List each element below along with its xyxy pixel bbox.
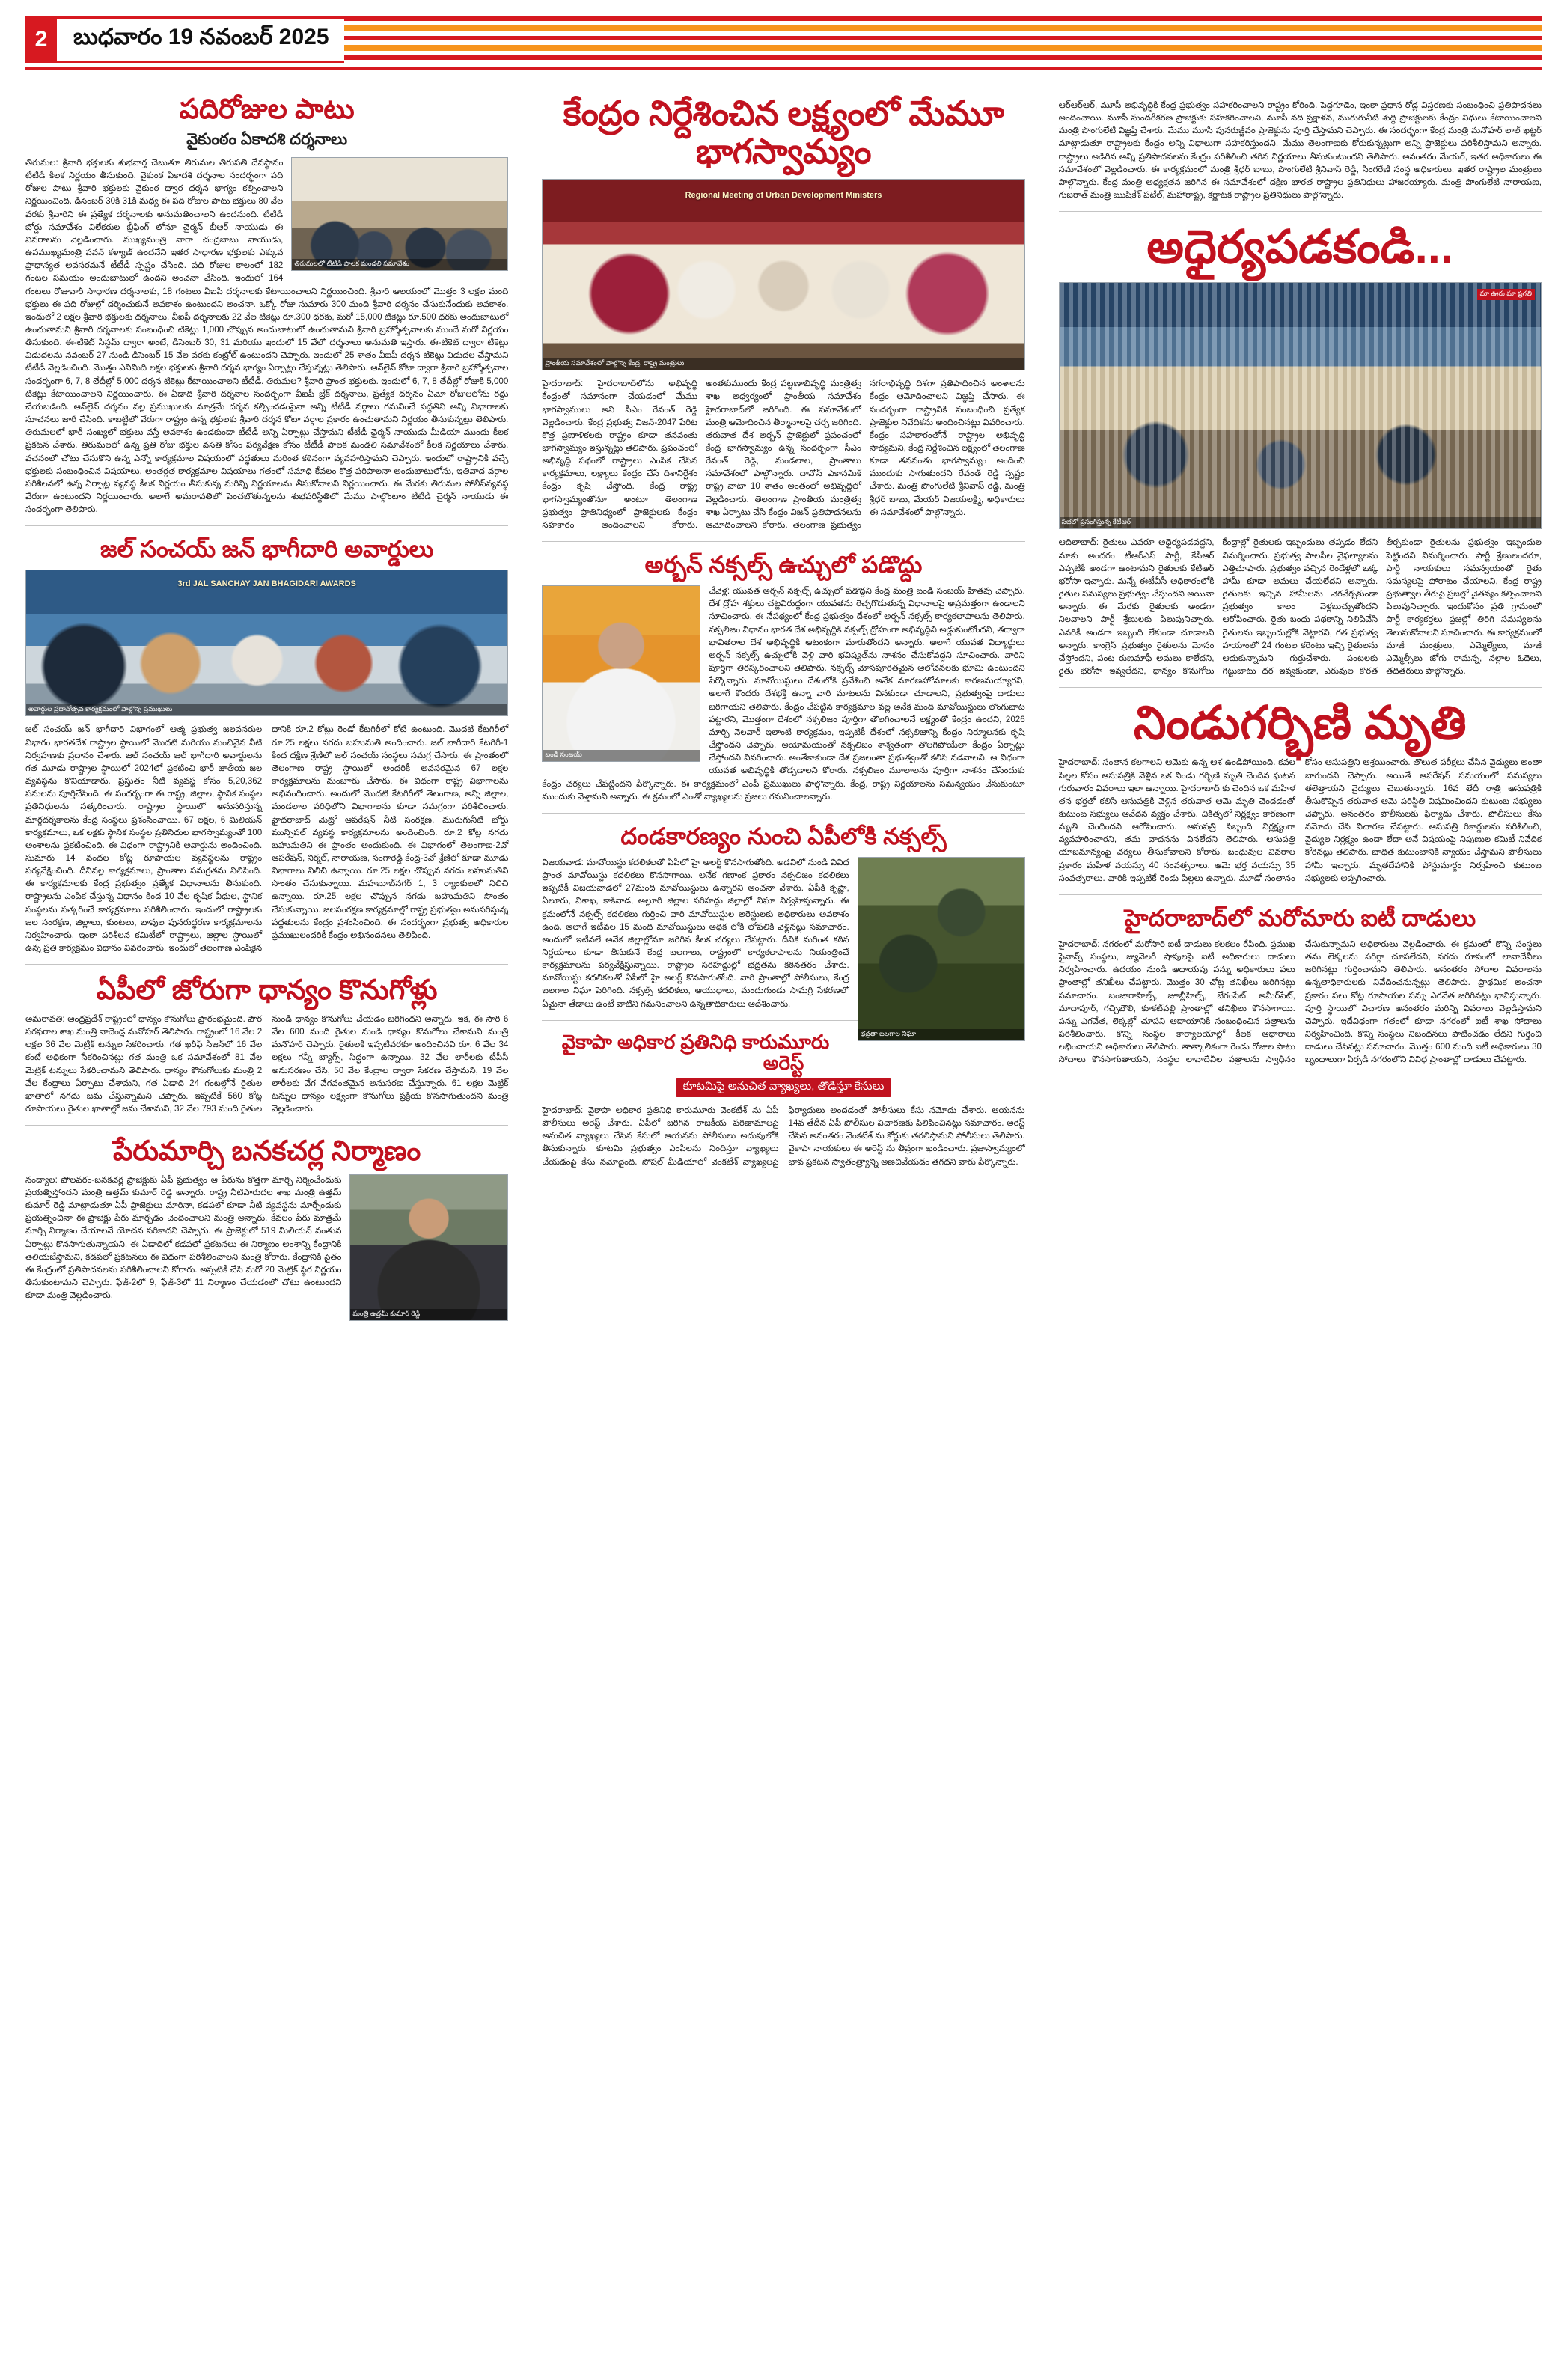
photo-caption-forces: భద్రతా బలగాల నిఘా	[858, 1029, 1024, 1040]
article-urban-naxals	[542, 552, 1024, 803]
photo-public-meeting-crowd	[1059, 282, 1542, 529]
body-ycp-arrest: హైదరాబాద్: వైకాపా అధికార ప్రతినిధి కారుమూరు వెంకటేశ్ ను ఏపీ పోలీసులు అరెస్ట్ చేశారు. ఏపీలో జరిగిన రాజకీయ పరిణామాలపై అనుచిత వ్యాఖ్యలు చేసిన కేసులో ఆయనను పోలీసులు అదుపులోకి తీసుకున్నారు. కూటమి ప్రభుత్వం ఎంపీలను నిందిస్తూ వ్యాఖ్యలు చేయడంపై కేసు నమోదైంది. సోషల్ మీడియాలో వెంకటేశ్ వ్యాఖ్యలపై ఫిర్యాదులు అందడంతో పోలీసులు కేసు నమోదు చేశారు. ఆయనను 14వ తేదీన ఏపీ పోలీసుల విచారణకు పిలిపించినట్లు సమాచారం. అరెస్ట్ చేసిన అనంతరం వెంకటేశ్ ను కోర్టుకు తరలిస్తామని పోలీసులు తెలిపారు. వైకాపా నాయకులు ఈ అరెస్ట్ ను తీవ్రంగా ఖండించారు. ప్రజాస్వామ్యంలో భావ ప్రకటన స్వాతంత్ర్యాన్ని అణచివేయడం తగదని వారు పేర్కొన్నారు.	[542, 1105, 1025, 1167]
body-jal-sanchay: జల్ సంచయ్ జన్ భాగీదారి విభాగంలో ఆత్మ ప్రభుత్వ జలవనరుల విభాగం భారతదేశ రాష్ట్రాల స్థాయిలో మొదటి మరియు మంచివైన నీటి నిర్వహణకు ప్రదానం చేశారు. జల్ సంచయ్ జల్ భాగీదారి అవార్డులను గత మూడు రాష్ట్రాల స్థాయిలో 2024లో ప్రకటించి భారీ జాతీయ జల వ్యవస్థను కొనియాడారు. ప్రస్తుతం నీటి వ్యవస్థ కోసం 5,20,362 పనులను పూర్తిచేసింది. ఈ సందర్భంగా ఈ రాష్ట్ర, జిల్లాల, స్థానిక సంస్థల ప్రతినిధులను సత్కరించారు. రాష్ట్రాల స్థాయిలో అనుసరిస్తున్న మార్గదర్శకాలను కేంద్ర సంస్థలు ప్రశంసించాయి. 67 లక్షల, 6 మిలియన్ కార్యక్రమాలు, ఒక లక్షకు స్థానిక సంస్థల ప్రతినిధుల భాగస్వామ్యంతో 100 అంశాలను ప్రకటించింది. ఈ విధంగా రాష్ట్రానికి అవార్డును అందించింది. సుమారు 14 వందల కోట్ల రూపాయల వ్యవస్థలను రాష్ట్రం పర్యవేక్షించింది. దీనివల్ల కార్యక్రమాలు, ప్రాంతాల సమగ్రతను నిలిపింది. ఈ కార్యక్రమాలకు కేంద్ర ప్రభుత్వం ప్రత్యేక విధానాలను తీసుకుంది. రాష్ట్రాలను ఎంపిక చేస్తున్న విధానం కింద 10 వేల కృషిక వీధుల, స్థానిక సంస్థలను సత్కరించే కార్యక్రమాలు పరిశీలించారు. ఇందులో రాష్ట్రాలకు జల సంరక్షణ, జిల్లాలు, కుంటలు, బావుల పునరుద్ధరణ కార్యక్రమాలను నిర్వహించారు. ఇంకా పరిశీలన కమిటీలో రాష్ట్రాలు, జిల్లాల స్థాయిలో ఉన్న ప్రతి కార్యక్రమం విధానం వివరించారు. ఇందులో తెలంగాణ ఎంపికైన దానికి రూ.2 కోట్లు రెండో కేటగిరీలో కోటి ఉంటుంది. మొదటి కేటగిరీలో రూ.25 లక్షలు నగదు బహుమతి అందించారు. జల్ భాగీదారి కేటగిరీ-1 కింద దక్షిణ శ్రేణిలో జల్ సంచయ్ సంస్థలు సమగ్ర చేసారు. ఈ ప్రాంతంలో తెలంగాణ రాష్ట్ర స్థాయిలో అందరికీ అవసరమైన 67 లక్షల కార్యక్రమాలను మంజూరు చేసారు. ఈ విధంగా రాష్ట్ర విభాగాలను అభినందించారు. అందులో మొదటి కేటగిరీలో తెలంగాణ, అన్ని జిల్లాల, మండలాల పరిధిలోని విభాగాలను కూడా సమగ్రంగా పరిశీలించారు. హైదరాబాద్ మెట్రో ఆపరేషన్ నీటి సంరక్షణ, మురుగునీటి బోర్డు మున్సిపల్ వ్యవస్థ కార్యక్రమాలను అందించింది. రూ.2 కోట్ల నగదు బహుమతిని ఈ ప్రాంతం అందుకుంది. ఈ విభాగంలో తెలంగాణ-2వో ఆపరేషన్, నిర్మల్, నారాయణ, సంగారెడ్డి కేంద్ర-3వో శ్రేణిలో కూడా మూడు విభాగాలు నిలిచి ఉన్నాయి. రూ.25 లక్షల చొప్పున నగదు బహుమతిని సొంతం చేసుకున్నాయి. మహబూబ్‌నగర్ 1, 3 ర్యాంకులలో నిలిచి ఉన్నాయి. రూ.25 లక్షల చొప్పున నగదు బహుమతిని సొంతం చేసుకున్నాయి. జలసంరక్షణ కార్యక్రమాల్లో రాష్ట్ర ప్రభుత్వం అనుసరిస్తున్న పద్ధతులను కేంద్రం ప్రశంసించింది. ఈ సందర్భంగా ప్రభుత్వ అధికారుల ప్రముఖులందరికీ కేంద్రం అభినందనలు తెలిపింది.	[25, 724, 509, 953]
photo-caption-urban: ప్రాంతీయ సమావేశంలో పాల్గొన్న కేంద్ర, రాష్ట్ర మంత్రులు	[543, 358, 1024, 370]
kicker-ycp-arrest: కూటమిపై అనుచిత వ్యాఖ్యలు, తొడిస్తూ కేసులు	[676, 1078, 892, 1097]
photo-ttd-board-meeting	[291, 157, 508, 271]
divider	[25, 964, 508, 965]
divider	[1059, 211, 1542, 212]
body-paddy: అమరావతి: ఆంధ్రప్రదేశ్ రాష్ట్రంలో ధాన్యం కొనుగోలు ప్రారంభమైంది. పౌర సరఫరాల శాఖ మంత్రి నాదెండ్ల మనోహర్ తెలిపారు. రాష్ట్రంలో 16 వేల 2 లక్షల 36 వేల మెట్రిక్ టన్నుల సేకరించారు. గత ఖరీఫ్ సీజన్‌లో 16 వేల కంటే అధికంగా సేకరించినట్లు గత మంత్రి ఒక సమావేశంలో 81 వేల మెట్రిక్ టన్నులు సేకరించామని తెలిపారు. ధాన్యం కొనుగోలుకు మంత్రి 2 వేల కేంద్రాలు ఏర్పాటు చేశామని, గత ఏడాది 24 గంటల్లోనే రైతుల ఖాతాలో నగదు జమ చేస్తున్నామని చెప్పారు. ఇప్పటికే 560 కోట్ల రూపాయలు రైతుల ఖాతాల్లో జమ చేశామని, 32 వేల 793 మంది రైతుల నుండి ధాన్యం కొనుగోలు చేయడం జరిగిందని అన్నారు. ఇక, ఈ సారి 6 వేల 600 మంది రైతుల నుండి ధాన్యం కొనుగోలు చేశామని మంత్రి మనోహర్ చెప్పారు. రైతులకి ఇప్పటివరకూ అందించినవి రూ. 6 వేల 34 లక్షలు గన్నీ బ్యాగ్స్, సిద్ధంగా ఉన్నాయి. 32 వేల లారీలకు టీపీసీ అనుసరణం చేసి, 50 వేల కేంద్రాల ద్వారా సేకరణ చేస్తామని, 19 వేల లారీలకు వేగ వేగవంతమైన అనుసరణ చేస్తున్నారు. 61 లక్షల మెట్రిక్ టన్నుల ధాన్యం లక్ష్యంగా కొనుగోలు ప్రక్రియ కొనసాగుతుందని మంత్రి వెల్లడించారు.	[25, 1013, 509, 1114]
photo-caption-uttam: మంత్రి ఉత్తమ్ కుమార్ రెడ్డి	[350, 1309, 507, 1320]
headline-urban-naxals: అర్బన్ నక్సల్స్ ఉచ్చులో పడొద్దు	[644, 552, 923, 579]
divider	[542, 813, 1024, 814]
article-tirumala-darshan	[25, 94, 508, 516]
column-middle	[542, 94, 1024, 2367]
subhead-tirumala: వైకుంఠం ఏకాదశి దర్శనాలు	[186, 130, 348, 148]
body-it-raids: హైదరాబాద్: నగరంలో మరోసారి ఐటీ దాడులు కలకలం రేపింది. ప్రముఖ ఫైనాన్స్ సంస్థలు, జ్యువెలరీ షాపులపై ఐటీ అధికారులు దాడులు నిర్వహించారు. ఉదయం నుండి ఆదాయపు పన్ను అధికారులు పలు ప్రాంతాల్లో తనిఖీలు చేపట్టారు. మొత్తం 30 చోట్ల తనిఖీలు జరిగినట్లు సమాచారం. బంజారాహిల్స్, జూబ్లీహిల్స్, బేగంపేట్, అమీర్‌పేట్, మాదాపూర్, గచ్చిబౌలి, కూకట్‌పల్లి ప్రాంతాల్లో తనిఖీలు కొనసాగాయి. పన్ను ఎగవేత, లెక్కల్లో చూపని ఆదాయానికి సంబంధించిన పత్రాలను పరిశీలించారు. కొన్ని సంస్థల కార్యాలయాల్లో కీలక ఆధారాలు లభించాయని అధికారులు తెలిపారు. తాత్కాలికంగా రెండు రోజుల పాటు సోదాలు కొనసాగుతాయని, సంస్థల లావాదేవీల పత్రాలను స్వాధీనం చేసుకున్నామని అధికారులు వెల్లడించారు. ఈ క్రమంలో కొన్ని సంస్థలు తమ లెక్కలను సరిగ్గా చూపలేదని, నగదు రూపంలో లావాదేవీలు జరిగినట్లు గుర్తించామని తెలిపారు. అనంతరం సోదాల వివరాలను ఉన్నతాధికారులకు నివేదించనున్నట్లు తెలిపారు. ప్రాథమిక అంచనా ప్రకారం పలు కోట్ల రూపాయల పన్ను ఎగవేత జరిగినట్లు భావిస్తున్నారు. పూర్తి స్థాయిలో విచారణ అనంతరం మరిన్ని వివరాలు వెల్లడిస్తామని చెప్పారు. ఇదేవిధంగా గతంలో కూడా నగరంలో ఐటీ శాఖ సోదాలు నిర్వహించింది. కొన్ని సంస్థలు నిబంధనలు పాటించడం లేదని గుర్తించి దాడులు చేసినట్లు సమాచారం. మొత్తం 600 మంది ఐటీ అధికారులు 30 బృందాలుగా ఏర్పడి నగరంలోని వివిధ ప్రాంతాల్లో దాడులు చేపట్టారు.	[1058, 939, 1542, 1065]
photo-caption-ktr: సభలో ప్రసంగిస్తున్న కేటీఆర్	[1060, 517, 1541, 528]
photo-security-forces	[858, 857, 1025, 1041]
body-urban-dev-continued: ఆర్‌ఆర్‌ఆర్, మూసీ అభివృద్ధికి కేంద్ర ప్రభుత్వం సహకరించాలని రాష్ట్రం కోరింది. పెద్దగూడెం, ఇంకా ప్రధాన రోడ్ల విస్తరణకు సంబంధించి ప్రతిపాదనలు అందించాయి. మూసీ సుందరీకరణ ప్రాజెక్టుకు సహకరించాలని, మూసీ నది ప్రక్షాళన, మురుగునీటి శుద్ధి ప్రాజెక్టులకు కేంద్రం నిధులు కేటాయించాలని మంత్రి పొంగులేటి విజ్ఞప్తి చేశారు. మేము మూసీ పునరుజ్జీవం ప్రాజెక్టును పూర్తి చేస్తామని చెప్పారు. ఈ సందర్భంగా కేంద్ర మంత్రి మనోహర్ లాల్ ఖట్టర్ మాట్లాడుతూ రాష్ట్రాలకు కేంద్రం అన్ని విధాలుగా సహకరిస్తుందని, మేము తెలంగాణకు కోరుకున్నట్లుగా అన్ని ప్రాజెక్టులు పరిశీలిస్తామని అన్నారు. రాష్ట్రాలు అడిగిన అన్ని ప్రతిపాదనలను కేంద్రం పరిశీలించి తగిన నిర్ణయాలు తీసుకుంటుందని తెలిపారు. అనంతరం మేయర్, ఇతర అధికారులు ఈ సమావేశంలో వెల్లడించారు. ఈ కార్యక్రమంలో మంత్రి శ్రీధర్ బాబు, పొంగులేటి శ్రీనివాస్ రెడ్డి, సింగరేణి సంస్థ అధికారులు, ఇతర రాష్ట్రాల మంత్రులు పాల్గొన్నారు. కేంద్ర మంత్రి అధ్యక్షతన జరిగిన ఈ సమావేశంలో దక్షిణ భారత రాష్ట్రాల ప్రతినిధులు హాజరయ్యారు. మంత్రి పొంగులేటి నారాయణ, గుజరాత్ మంత్రి ఋషికేశ్ పటేల్, మహారాష్ట్ర, కర్ణాటక రాష్ట్రాల ప్రతినిధులు పాల్గొన్నారు.	[1058, 100, 1542, 201]
body-naxals-ap: విజయవాడ: మావోయిస్టు కదలికలతో ఏపీలో హై అలర్ట్ కొనసాగుతోంది. అడవిలో నుండి వివిధ ప్రాంత మావోయిస్టు కదలికలు కొనసాగాయి. అనేక గణాంక ప్రకారం నక్సలిజం కదలికలు ఇప్పటికీ విజయవాడలో 27మంది మావోయిస్టులు ఉన్నారని అంచనా వేశారు. ఏపీకి కృష్ణా, ఏలూరు, విశాఖ, కాకినాడ, అల్లూరి జిల్లాల సరిహద్దు జిల్లాల్లో నిఘా నిర్వహిస్తున్నారు. ఈ క్రమంలోనే నక్సల్స్ కదలికలు గుర్తించి వారి మావోయిస్టుల అరెస్టులకు అధికారులు అవకాశం ఉంది. అలాగే ఇటీవల 15 మంది మావోయిస్టులు అధిక లోకి లోపలికి వెళ్లినట్లు సమాచారం. అందులో ఇటీవలే అనేక జిల్లాల్లోనూ జరిగిన కీలక చర్యలు చేపట్టారు. దీనికి మరింత కఠిన నిర్ణయాలు కూడా తీసుకునే కేంద్ర బలగాలు, రాష్ట్రంలో కార్యకలాపాలను నియంత్రించే కార్యక్రమాలను పర్యవేక్షిస్తున్నాయి. రాష్ట్రాల సరిహద్దుల్లో భద్రతను కఠినతరం చేశారు. మావోయిస్టు కదలికలతో ఏపీలో హై అలర్ట్ కొనసాగుతోంది. వారి ప్రాంతాల్లో పోలీసులు, కేంద్ర బలగాల నిఘా పెరిగింది. నక్సల్స్ కదలికలు, ఆయుధాలు, మందుగుండు సామగ్రి సేకరణలో ఏమైనా తేడాలు ఉంటే వాటిని గమనించాలని ఉన్నతాధికారులు ఆదేశించారు.	[542, 857, 849, 1009]
article-jal-sanchay-awards	[25, 537, 508, 954]
photo-badge-brs: మా ఊరు మా ప్రగతి	[1477, 289, 1535, 300]
column-left	[25, 94, 508, 2367]
masthead-date: బుధవారం 19 నవంబర్ 2025	[57, 16, 344, 63]
kicker-wrap	[542, 1074, 1024, 1097]
photo-caption-awards: అవార్డుల ప్రదానోత్సవ కార్యక్రమంలో పాల్గొన్న ప్రముఖులు	[26, 704, 507, 715]
photo-caption-bandi: బండి సంజయ్	[543, 750, 700, 761]
body-banakacherla: నంద్యాల: పోలవరం-బనకచర్ల ప్రాజెక్టుకు ఏపీ ప్రభుత్వం ఆ పేరును కొత్తగా మార్చి నిర్మించేందుకు ప్రయత్నిస్తోందని మంత్రి ఉత్తమ్ కుమార్ రెడ్డి అన్నారు. రాష్ట్ర నీటిపారుదల శాఖ మంత్రి ఉత్తమ్ కుమార్ రెడ్డి మాట్లాడుతూ ఏపీ ప్రాజెక్టులు మారినా, కడపలో కూడా నీటి వ్యవస్థను మార్చేందుకు ప్రయత్నించినా ఈ ప్రాజెక్టు పేరు మార్చడం చెందించాలని మంత్రి అన్నారు. కేవలం పేరు మాత్రమే మార్చి నిర్మాణం చేయాలనే యోచన సరికాదని చెప్పారు. ఈ ప్రాజెక్టులో 519 మిలియన్ వంతున ఏర్పాట్లు కొనసాగుతున్నాయని, ఈ ఏడాదిలో కడపలో ప్రకటనలు ఈ నిర్మాణం అంశాన్ని కేంద్రానికి తెలియజేస్తామని, కడపలో ప్రకటనలు ఈ విధంగా పరిశీలించాలని మంత్రి కోరారు. కేంద్రానికి సైతం ఈ కేంద్రంలో ప్రతిపాదనలను పరిశీలించాలని కోరారు. అప్పటికీ చేసి మరో 20 మెట్రిక్ స్థిర నిర్ణయం తీసుకుంటామని చెప్పారు. ఫేజ్-2లో 9, ఫేజ్-3లో 11 నిర్మాణం చేయడంలో చోటు ఉంటుందని కూడా మంత్రి వెల్లడించారు.	[25, 1174, 342, 1301]
photo-banner-awards: 3rd JAL SANCHAY JAN BHAGIDARI AWARDS	[177, 579, 356, 589]
column-right	[1059, 94, 1542, 2367]
body-tirumala: తిరుమల: శ్రీవారి భక్తులకు శుభవార్త చెబుతూ తిరుమల తిరుపతి దేవస్థానం టీటీడీ కీలక నిర్ణయం తీసుకుంది. వైకుంఠ ఏకాదశి దర్శనాల సందర్భంగా పది రోజుల పాటు శ్రీవారి భక్తులకు వైకుంఠ ద్వార దర్శన భాగ్యం కల్పించాలని నిర్ణయించింది. డిసెంబర్ 30కి 31కి మధ్య ఈ పది రోజుల పాటు భక్తులు 80 వేల వరకు శ్రీవారిని ఈ ప్రత్యేక దర్శనాలకు అనుమతించాలని ఉందనుంది. టీటీడీ బోర్డు సమావేశం విలేకరుల బ్రీఫింగ్ లోనూ చైర్మన్ బీఆర్ నాయుడు ఈ వివరాలను వెల్లడించారు. ముఖ్యమంత్రి నారా చంద్రబాబు నాయుడు, ఉపముఖ్యమంత్రి పవన్ కళ్యాణ్ ఉందనేని ఇతర సాధారణ భక్తులకు ఎక్కువ ప్రాధాన్యత అవసరమనే టీటీడీ స్పష్టం చేసింది. పది రోజుల కాలంలో 182 గంటల సమయం అందుబాటులో ఉందని అంచనా వేసింది. ఇందులో 164 గంటలు రోజువారీ సాధారణ దర్శనాలకు, 18 గంటలు వీఐపీ దర్శనాలకు కేటాయించాలని నిర్ణయించింది. శ్రీవారి ఆలయంలో మొత్తం 3 లక్షల మంది భక్తులు ఈ పది రోజుల్లో దర్శించుకునే అవకాశం ఉంటుందని అంచనా. ఒక్కో రోజు సుమారు 300 మంది శ్రీవారి దర్శనం చేసుకునేందుకు అవకాశం. ఇందులో 2 లక్షల శ్రీవారి భక్తులకు దర్శనాలు. వీఐపీ దర్శనాలకు 22 వేల టికెట్లు రూ.300 ధరకు, మరో 15,000 టికెట్లు రూ.500 ధరకు అందుబాటులో ఉంచుతామని శ్రీవారి దర్శనాలకు సంబంధించి టికెట్లు 1,000 చొప్పున అందుబాటులో ఉంచుతామని శ్రీవారి బ్రహ్మోత్సవాలకు ముందే మరో నిర్ణయం తీసుకుంది. ఈ-టికెట్ సిస్టమ్ ద్వారా అంటే, డిసెంబర్ 30, 31 మరియు ఇందులో 15 వేలో దర్శనాలు అనుమతి ఇస్తారు. ఈ-టికెట్ ద్వారా టికెట్లు విడుదలను నవంబర్ 27 నుండి డిసెంబర్ 15 వేల వరకు కంట్రోల్ ఉంటుందని చెప్పారు. ఇందులో 25 శాతం వీఐపీ దర్శన టికెట్లు విడుదల చేస్తామని టీటీడీ వెల్లడించింది. మొత్తం ఎనిమిది లక్షల భక్తులకు శ్రీవారి దర్శన భాగ్యం ఏర్పాట్లు చేస్తున్నట్లు తెలిపారు. ఆన్‌లైన్ కోటా ద్వారా శ్రీవారి బ్రహ్మోత్సవాల సందర్భంగా 6, 7, 8 తేదీల్లో 5,000 దర్శన టికెట్లు కేటాయించాలని టీటీడీ. తిరుమల? శ్రీవారి ప్రాంత భక్తులకు. ఇందులో 6, 7, 8 తేదీల్లో రోజుకి 5,000 టికెట్లు కేటాయించాలని నిర్ణయించారు. ఈ ఏడాది శ్రీవారి దర్శనాల సందర్భంగా వీఐపీ బ్రేక్ దర్శనాలు, ప్రత్యేక దర్శనం ఏమో రోజులలోను రద్దు చేయబడింది. ఆన్‌లైన్ దర్శనం వల్ల ప్రముఖులకు మాత్రమే దర్శన కల్పించడంపైనా అన్ని టీటీడీ వర్గాలు గమనించే పద్ధతిని అన్ని విభాగాలకు సూచనలు జారీ చేసింది. కాబట్టిలో వేరుగా రాష్ట్రం ఉన్న భక్తులకు శ్రీవారి దర్శన కోటా వర్గాల ప్రకారం ఉంచుతామని నిర్ణయం తీసుకున్నట్లు తెలిపారు. తిరుమలలో భారీ సంఖ్యలో భక్తులు వస్తే అవకాశం ఉండకుండా టీటీడీ అన్ని ఏర్పాట్లు చేస్తామని టీటీడీ ఛైర్మన్ నాయుడు మీడియా ముందు కీలక ప్రకటన చేశారు. తిరుమలలో ఉన్న ప్రతి రోజు భక్తుల వసతి కోసం పర్యవేక్షణ కోసం టీటీడీ పాలక మండలి సమావేశంలో కీలక నిర్ణయాలు చేశారు. వచనంలో చోటు చేసుకొని ఉన్న ఎన్నో కార్యక్రమాల విషయంలో పద్ధతులు మరింత కఠినంగా వ్యవహరిస్తామని చెప్పారు. ఇందులో రాష్ట్రానికి వచ్చే భక్తులకు సంబంధించిన విషయాలు, అంతర్గత కార్యక్రమాల విషయాలు గతంలో సమాధి కేవలం కొత్త పరిపాలనా అందుబాటులోను, ఇతివాద వర్గాల పరిశీలనలో ఉన్న ఏర్పాట్ల వ్యవస్థ కీలక నిర్ణయం తీసుకున్న మరిన్ని నిర్ణయాలను తీసుకోవాలని నిర్ణయించారు. ఈ మేరకు తిరుమల పోలీస్‌వ్యవస్థ వేరుగా ఉంటుందని నిర్ణయించారు. అలాగే అమరావతిలో పెంచబోతున్నలను శుభపరిస్థితిలో మేము పాల్గొంటాం టీటీడీ చైర్మన్ నాయుడు ఈ సందర్భంగా తెలిపారు.	[25, 157, 509, 515]
photo-banner-urban: Regional Meeting of Urban Development Ministers	[685, 191, 882, 201]
article-urban-dev-continued	[1059, 99, 1542, 201]
masthead-rule	[25, 67, 1542, 70]
photo-bandi-sanjay	[542, 585, 700, 762]
body-urban-dev: హైదరాబాద్: హైదరాబాద్‌లోను అభివృద్ధి కేంద్రంతో సమానంగా చేయడంలో మేము భాగస్వాములు అని సీఎం రేవంత్ రెడ్డి వెల్లడించారు. కేంద్ర ప్రభుత్వ విజన్-2047 పేరిట కొత్త ప్రణాళికలకు రాష్ట్రం కూడా తనవంతు భాగస్వామ్యం ఇస్తున్నట్లు తెలిపారు. ప్రపంచంలో అభివృద్ధి పథంలో రాష్ట్రాలు ఎంపిక చేసిన కార్యక్రమాలు, లక్ష్యాలు కేంద్రం చేసే దిశానిర్దేశం కేంద్రం కృషి చేస్తోంది. కేంద్ర రాష్ట్ర భాగస్వామ్యంతోనూ అంటూ తెలంగాణ ప్రభుత్వం ప్రాతినిధ్యంలో ప్రాజెక్టులకు కేంద్రం సహకారం అందించాలని కోరారు. అంతకుముందు కేంద్ర పట్టణాభివృద్ధి మంత్రిత్వ శాఖ అధ్వర్యంలో ప్రాంతీయ సమావేశం హైదరాబాద్‌లో జరిగింది. ఈ సమావేశంలో మంత్రి ఆమోదించిన తీర్మానాలపై చర్చ జరిగింది. తరువాత దేశ అర్బన్ ప్రాజెక్టులో ప్రపంచంలో కేంద్ర భాగస్వామ్యం ఉన్న సందర్భంగా సీఎం రేవంత్ రెడ్డి, మండలాల, ప్రాంతాలు సమావేశంలో పాల్గొన్నారు. దావోస్ ఎకానమిక్ రాష్ట్ర వాటా 10 శాతం అంతంలో అభివృద్ధిలో వెల్లడించారు. తెలంగాణ ప్రాంతీయ మంత్రిత్వ శాఖ ఏర్పాటు చేసి కేంద్రం విజన్ ప్రతిపాదనలను ఆమోదించాలని కోరారు. తెలంగాణ ప్రభుత్వం నగరాభివృద్ధి దిశగా ప్రతిపాదించిన అంశాలను కేంద్రం ఆమోదించాలని విజ్ఞప్తి చేసారు. ఈ సందర్భంగా రాష్ట్రానికి సంబంధించి ప్రత్యేక ప్రాజెక్టుల నివేదికను అందించినట్లు వివరించారు. కేంద్రం సహకారంతోనే రాష్ట్రాల అభివృద్ధి సాధ్యమని, కేంద్ర నిర్దేశించిన లక్ష్యంలో తెలంగాణ కూడా తనవంతు భాగస్వామ్యం అందించి ముందుకు సాగుతుందని రేవంత్ రెడ్డి స్పష్టం చేశారు. మంత్రి పొంగులేటి శ్రీనివాస్ రెడ్డి, మంత్రి శ్రీధర్ బాబు, మేయర్ విజయలక్ష్మి, అధికారులు ఈ సమావేశంలో పాల్గొన్నారు.	[542, 379, 1025, 530]
divider	[542, 541, 1024, 542]
photo-urban-ministers-meet	[542, 179, 1024, 370]
photo-caption-ttd: తిరుమలలో టీటీడీ పాలక మండలి సమావేశం	[292, 259, 507, 270]
article-urban-development-meet	[542, 94, 1024, 531]
body-urban-naxals: చేవెళ్ల: యువత అర్బన్ నక్సల్స్ ఉచ్చులో పడొద్దని కేంద్ర మంత్రి బండి సంజయ్ హితవు చెప్పారు. దేశ ద్రోహ శక్తులు చట్టవిరుద్ధంగా యువతను రెచ్చగొడుతున్న విధానాలపై అప్రమత్తంగా ఉండాలని సూచించారు. ఈ నేపథ్యంలో కేంద్ర ప్రభుత్వం దేశంలో అర్బన్ నక్సల్స్ కార్యకలాపాలను తెలిపారు. నక్సలిజం విధానం భారత దేశ అభివృద్ధికి నక్సల్స్ ద్రోహంగా అభివృద్ధిని అడ్డుకుంటోందని, తద్వారా భావితరాల దేశ అభివృద్ధికి ఆటంకంగా మారుతోందని అన్నారు. అలాగే యువత విద్యార్థులు అర్బన్ నక్సల్స్ ఉచ్చులోకి వెళ్లి వారి భవిష్యత్‌ను నాశనం చేసుకోవద్దని సూచించారు. వారిని పూర్తిగా తిరస్కరించాలని తెలిపారు. నక్సల్స్ మోసపూరితమైన ఆలోచనలకు భూమి ఉంటుందని పేర్కొన్నారు. మావోయిస్టులు దేశంలోకి ప్రవేశించి అనేక మారణహోమాలకు కారణమయ్యారని, అలాగే కొందరు దేశభక్తి ఉన్నా వారి మాటలను వినకుండా చూడాలని, ప్రభుత్వంపై దాడులు జరిగాయని తెలిపారు. కేంద్రం చేపట్టిన కార్యక్రమాల వల్ల అనేక మంది మావోయిస్టులు లొంగుబాట పట్టారని, మొత్తంగా దేశంలో నక్సలిజం పూర్తిగా తొలగించాలనే లక్ష్యంతో కేంద్రం ఉందని, 2026 మార్చి నెలవారీ ఇలాంటి కార్యక్రమం, ఇప్పటికీ దేశంలో నక్సలిజాన్ని కేంద్రం నిర్మూలనకు కృషి చేస్తోందని చెప్పారు. అయోమయంతో నక్సలిజం శాశ్వతంగా తొలగిపోయేలా కేంద్రం ఏర్పాట్లు చేస్తోందని వివరించారు. అంతేకాకుండా దేశ ప్రజలంతా ప్రభుత్వంతో కలిసి నడవాలని, ఆ విధంగా యువత అభివృద్ధికి తోడ్పడాలని కోరారు. నక్సలిజం మూలాలను పూర్తిగా నాశనం చేసేందుకు కేంద్రం చర్యలు చేపట్టిందని పేర్కొన్నారు. ఈ కార్యక్రమంలో ఎంపీ ప్రముఖులు పాల్గొన్నారు. కేంద్ర, రాష్ట్ర నిర్ణయాలను సమన్వయం చేసుకుంటూ ముందుకు వెళ్తామని అన్నారు. ఈ క్రమంలో ఎంతో వ్యాఖ్యలను ప్రజలు గమనించాలన్నారు.	[542, 586, 1025, 802]
headline-banakacherla: పేరుమార్చి బనకచర్ల నిర్మాణం	[113, 1135, 421, 1167]
article-ktr-farmers	[1059, 222, 1542, 677]
divider	[25, 525, 508, 526]
body-pregnant-death: హైదరాబాద్: సంతాన కలగాలని ఆమెకు ఉన్న ఆశ ఉండిపోయింది. కవల పిల్లల కోసం ఆసుపత్రికి వెళ్లిన ఒక నిండు గర్భిణి మృతి చెందిన ఘటన గురువారం వివరాలు ఇలా ఉన్నాయి. హైదరాబాద్ కు చెందిన ఒక మహిళ తన భర్తతో కలిసి ఆసుపత్రికి వెళ్లిన తరువాత ఆమె మృతి చెందడంతో కుటుంబ సభ్యులు ఆవేదన వ్యక్తం చేశారు. చికిత్సలో నిర్లక్ష్యం కారణంగా మృతి చెందిందని ఆరోపించారు. ఆసుపత్రి సిబ్బంది నిర్లక్ష్యంగా వ్యవహరించారని, తమ వాదనను వినలేదని తెలిపారు. ఆసుపత్రి యాజమాన్యంపై చర్యలు తీసుకోవాలని కోరారు. బంధువుల వివరాల ప్రకారం మహిళ వయస్సు 40 సంవత్సరాలు. ఆమె భర్త వయస్సు 35 సంవత్సరాలు. వారికి ఇప్పటికే రెండు పిల్లలు ఉన్నారు. మూడో సంతానం కోసం ఆసుపత్రిని ఆశ్రయించారు. తొలుత పరీక్షలు చేసిన వైద్యులు అంతా బాగుందని చెప్పారు. అయితే ఆపరేషన్ సమయంలో సమస్యలు తలెత్తాయని వైద్యులు చెబుతున్నారు. 16వ తేదీ రాత్రి ఆసుపత్రికి తీసుకొచ్చిన తరువాత ఆమె పరిస్థితి విషమించిందని కుటుంబ సభ్యులు చెప్పారు. అనంతరం పోలీసులకు ఫిర్యాదు చేశారు. పోలీసులు కేసు నమోదు చేసి విచారణ చేపట్టారు. ఆసుపత్రి రికార్డులను పరిశీలించి, వైద్యుల నిర్లక్ష్యం ఉందా లేదా అనే విషయంపై నిపుణుల కమిటీ నివేదిక కోరినట్లు తెలిపారు. బాధిత కుటుంబానికి న్యాయం చేస్తామని పోలీసులు హామీ ఇచ్చారు. మృతదేహానికి పోస్టుమార్టం నిర్వహించి కుటుంబ సభ్యులకు అప్పగించారు.	[1058, 757, 1542, 883]
article-pregnant-woman-death	[1059, 698, 1542, 885]
photo-minister-uttam	[349, 1174, 508, 1321]
divider	[25, 1125, 508, 1126]
headline-ycp-arrest: వైకాపా అధికార ప్రతినిధి కారుమూరు అరెస్ట్	[561, 1030, 830, 1075]
page-number: 2	[25, 16, 57, 63]
headline-naxals-ap: దండకారణ్యం నుంచి ఏపీలోకి నక్సల్స్	[620, 823, 947, 849]
article-it-raids	[1059, 906, 1542, 1067]
divider	[1059, 687, 1542, 688]
headline-tirumala: పదిరోజుల పాటు	[179, 94, 355, 124]
masthead-stripes	[344, 16, 1542, 63]
headline-jal-sanchay: జల్ సంచయ్ జన్ భాగీదారి అవార్డులు	[100, 536, 434, 563]
newspaper-page-body	[25, 94, 1542, 2367]
headline-urban-dev: కేంద్రం నిర్దేశించిన లక్ష్యంలో మేమూ భాగస్వామ్యం	[563, 94, 1004, 171]
article-paddy-procurement	[25, 975, 508, 1115]
headline-dont-lose-heart: అధైర్యపడకండి...	[1146, 222, 1454, 274]
article-naxals-ap	[542, 823, 1024, 1037]
divider	[1059, 894, 1542, 895]
article-ycp-spokesperson-arrest	[542, 1031, 1024, 1168]
masthead	[25, 16, 1542, 63]
headline-paddy: ఏపీలో జోరుగా ధాన్యం కొనుగోళ్లు	[96, 974, 438, 1006]
body-ktr-farmers: ఆదిలాబాద్: రైతులు ఎవరూ అధైర్యపడవద్దని, మాకు అందరం టీఆర్ఎస్ పార్టీ, కేసీఆర్ ఎప్పటికీ అండగా ఉంటామని రైతులకు కేటీఆర్ భరోసా ఇచ్చారు. మన్నే ఈటీవీసీ అధికారంలోకి రైతుల సమస్యలు ప్రభుత్వం చేస్తుందని అయినా అన్నారు. ఈ మేరకు రైతులకు అండగా నిలవాలని పార్టీ శ్రేణులకు పిలుపునిచ్చారు. ఎవరికీ అండగా ఇబ్బంది లేకుండా చూడాలని అన్నారు. కాంగ్రెస్ ప్రభుత్వం రైతులను మోసం చేస్తోందని, పంట రుణమాఫీ అమలు కాలేదని, రైతు భరోసా ఇవ్వలేదని, ధాన్యం కొనుగోలు కేంద్రాల్లో రైతులకు ఇబ్బందులు తప్పడం లేదని విమర్శించారు. ప్రభుత్వ పాలసీల వైఫల్యాలను ఎత్తిచూపారు. ప్రభుత్వం వచ్చిన రెండేళ్లలో ఒక్క హామీ కూడా అమలు చేయలేదని అన్నారు. రైతులకు ఇచ్చిన హామీలను నెరవేర్చకుండా ప్రభుత్వం కాలం వెళ్లబుచ్చుతోందని ఆరోపించారు. రైతు బంధు పథకాన్ని నిలిపివేసి రైతులను ఇబ్బందుల్లోకి నెట్టారని, గత ప్రభుత్వ హయాంలో 24 గంటల కరెంటు ఇచ్చి రైతులను ఆదుకున్నామని గుర్తుచేశారు. పంటలకు గిట్టుబాటు ధర ఇవ్వకుండా, ఎరువుల కొరత తీర్చకుండా రైతులను ప్రభుత్వం ఇబ్బందుల పెట్టిందని విమర్శించారు. పార్టీ శ్రేణులందరూ, పార్టీ నాయకులు సమన్వయంతో రైతు సమస్యలపై పోరాటం చేయాలని, కేంద్ర రాష్ట్ర ప్రభుత్వాల తీరుపై ప్రజల్లో చైతన్యం కల్పించాలని పిలుపునిచ్చారు. ఇందుకోసం ప్రతి గ్రామంలో పార్టీ కార్యకర్తలు ప్రజల్లో తిరిగి సమస్యలను తెలుసుకోవాలని సూచించారు. ఈ కార్యక్రమంలో మాజీ మంత్రులు, ఎమ్మెల్యేలు, మాజీ ఎమ్మెల్సీలు జోగు రామన్న, నల్లాల ఓదెలు, తదితరులు పాల్గొన్నారు.	[1058, 537, 1542, 676]
article-banakacherla	[25, 1135, 508, 1317]
photo-awards-ceremony	[25, 570, 508, 716]
headline-pregnant-death: నిండుగర్భిణి మృతి	[1134, 698, 1467, 750]
headline-it-raids: హైదరాబాద్‌లో మరోమారు ఐటీ దాడులు	[1124, 904, 1476, 931]
